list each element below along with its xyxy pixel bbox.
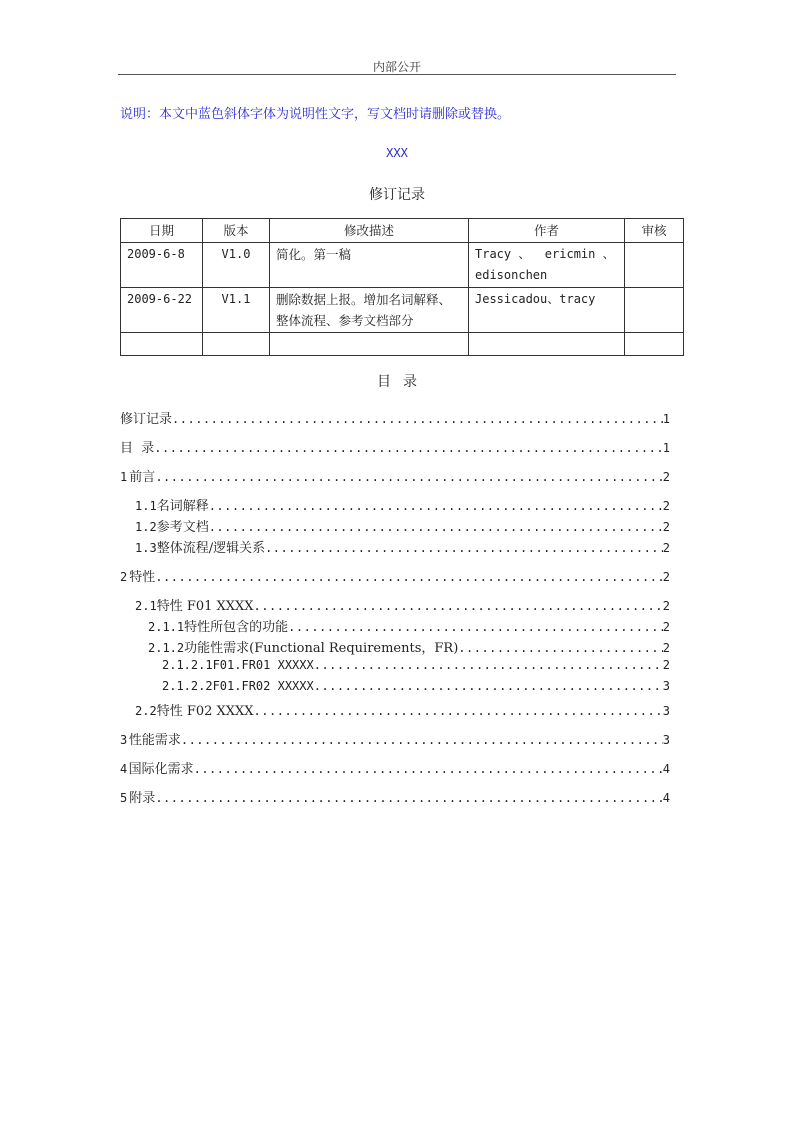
cell-description	[270, 243, 469, 288]
document-title: XXX	[386, 146, 408, 160]
toc-label: 整体流程/逻辑关系	[156, 541, 266, 556]
toc-number: 2.1.2.2	[162, 679, 213, 693]
toc-page: 1	[662, 441, 670, 455]
toc-leader	[209, 520, 663, 534]
toc-label: 修订记录	[120, 412, 173, 427]
toc-entry[interactable]	[120, 437, 670, 455]
toc-label: 特性	[129, 570, 156, 585]
toc-page: 2	[662, 620, 670, 634]
toc-number: 4	[120, 762, 128, 776]
toc-label: F01.FR02 XXXXX	[212, 679, 314, 693]
toc-page: 4	[662, 762, 670, 776]
cell-line: Tracy 、 ericmin 、	[475, 247, 615, 261]
toc-label: 功能性需求(Functional Requirements，FR)	[184, 641, 459, 656]
toc-page: 2	[662, 641, 670, 655]
toc-leader	[155, 470, 662, 484]
toc-entry[interactable]	[148, 616, 670, 634]
toc-number: 2.2	[135, 704, 157, 718]
toc-number: 2.1.2.1	[162, 658, 213, 672]
revision-heading: 修订记录	[369, 187, 425, 203]
toc-page: 2	[662, 599, 670, 613]
toc-label: 参考文档	[156, 520, 209, 535]
cell-date: 2009-6-8	[121, 243, 203, 288]
cell-review	[625, 288, 684, 333]
cell-line: edisonchen	[475, 268, 548, 282]
toc-label: 前言	[129, 470, 156, 485]
toc-heading: 目录	[377, 374, 429, 390]
toc-leader	[209, 499, 663, 513]
toc-number: 1	[120, 470, 128, 484]
toc-page: 2	[662, 499, 670, 513]
toc-leader	[314, 658, 663, 672]
toc-page: 2	[662, 658, 670, 672]
toc-number: 3	[120, 733, 128, 747]
cell-author	[469, 333, 625, 356]
toc-leader	[181, 733, 663, 747]
cell-review	[625, 333, 684, 356]
cell-line: 简化。第一稿	[276, 247, 352, 262]
toc-number: 1.3	[135, 541, 157, 555]
table-row	[121, 243, 684, 288]
toc-label: 性能需求	[128, 733, 181, 748]
toc-page: 1	[662, 412, 670, 426]
toc-entry[interactable]	[135, 537, 670, 555]
toc-leader	[155, 570, 662, 584]
toc-entry[interactable]	[120, 787, 670, 805]
cell-author	[469, 288, 625, 333]
toc-number: 5	[120, 791, 128, 805]
toc-entry[interactable]	[135, 700, 670, 718]
toc-page: 4	[662, 791, 670, 805]
toc-entry[interactable]	[120, 758, 670, 776]
toc-number: 1.1	[135, 499, 157, 513]
toc-leader	[155, 791, 662, 805]
cell-description	[270, 288, 469, 333]
toc-label: 附录	[129, 791, 156, 806]
toc-number: 2.1	[135, 599, 157, 613]
toc-leader	[254, 599, 663, 613]
toc-page: 3	[662, 679, 670, 693]
toc-page: 2	[662, 520, 670, 534]
toc-entry[interactable]	[148, 637, 670, 655]
toc-entry[interactable]	[120, 729, 670, 747]
toc-label: 目 录	[120, 441, 155, 456]
toc-leader	[265, 541, 663, 555]
toc-leader	[288, 620, 663, 634]
col-date: 日期	[121, 219, 203, 243]
cell-version	[203, 333, 270, 356]
toc-leader	[194, 762, 663, 776]
cell-description	[270, 333, 469, 356]
toc-entry[interactable]	[120, 408, 670, 426]
cell-version: V1.1	[203, 288, 270, 333]
instruction-note: 说明：本文中蓝色斜体字体为说明性文字，写文档时请删除或替换。	[120, 107, 511, 122]
toc-entry[interactable]	[120, 466, 670, 484]
col-review: 审核	[625, 219, 684, 243]
col-version: 版本	[203, 219, 270, 243]
cell-line: 删除数据上报。增加名词解释、	[276, 292, 452, 307]
toc-entry[interactable]	[135, 516, 670, 534]
toc-entry[interactable]	[135, 495, 670, 513]
revision-table	[120, 218, 684, 356]
toc-label: 特性 F01 XXXX	[156, 599, 254, 614]
toc-page: 3	[662, 733, 670, 747]
cell-date	[121, 333, 203, 356]
toc-label: F01.FR01 XXXXX	[212, 658, 314, 672]
cell-date: 2009-6-22	[121, 288, 203, 333]
toc-number: 2.1.1	[148, 620, 185, 634]
toc-label: 特性所包含的功能	[184, 620, 289, 635]
toc-page: 3	[662, 704, 670, 718]
toc-entry[interactable]	[162, 679, 670, 697]
cell-version: V1.0	[203, 243, 270, 288]
toc-leader	[458, 641, 662, 655]
toc-entry[interactable]	[120, 566, 670, 584]
toc-leader	[314, 679, 663, 693]
cell-review	[625, 243, 684, 288]
revision-header-row	[121, 219, 684, 243]
header-rule	[118, 74, 676, 75]
cell-line: Jessicadou、tracy	[475, 292, 596, 306]
toc-number: 1.2	[135, 520, 157, 534]
toc-entry[interactable]	[135, 595, 670, 613]
toc-page: 2	[662, 570, 670, 584]
toc-label: 特性 F02 XXXX	[156, 704, 254, 719]
toc-label: 国际化需求	[128, 762, 194, 777]
toc-leader	[254, 704, 663, 718]
toc-leader	[154, 441, 663, 455]
table-row	[121, 333, 684, 356]
toc-leader	[172, 412, 663, 426]
toc-entry[interactable]	[162, 658, 670, 676]
toc-number: 2	[120, 570, 128, 584]
toc-page: 2	[662, 541, 670, 555]
toc-number: 2.1.2	[148, 641, 185, 655]
page-header: 内部公开	[372, 60, 421, 74]
col-author: 作者	[469, 219, 625, 243]
cell-line: 整体流程、参考文档部分	[276, 313, 414, 328]
toc-label: 名词解释	[156, 499, 209, 514]
cell-author	[469, 243, 625, 288]
table-row	[121, 288, 684, 333]
toc-page: 2	[662, 470, 670, 484]
col-description: 修改描述	[270, 219, 469, 243]
